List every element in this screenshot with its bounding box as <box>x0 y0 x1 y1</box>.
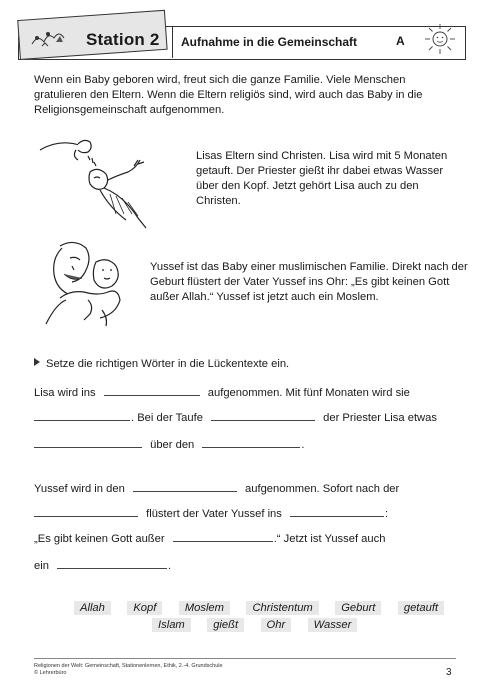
sun-icon <box>420 22 460 56</box>
cloze-line-4 <box>34 480 399 495</box>
yussef-text: Yussef ist das Baby einer muslimischen Familie. Direkt nach der Geburt flüstert der Vater Yussef ins Ohr: „Es gibt keinen Gott außer Allah.“ Yussef ist jetzt auch ein Moslem. <box>150 261 468 303</box>
footer-divider <box>34 658 456 659</box>
cloze-line-7 <box>34 557 171 572</box>
lisa-text: Lisas Eltern sind Christen. Lisa wird mit 5 Monaten getauft. Der Priester gießt ihr dabei etwas Wasser über den Kopf. Jetzt gehört Lisa auch zu den Christen. <box>196 150 448 207</box>
cloze-line-1 <box>34 384 410 399</box>
baptism-illustration <box>38 132 166 232</box>
cloze-text: ein <box>34 560 49 572</box>
level-label: A <box>396 34 405 48</box>
page-title: Aufnahme in die Gemeinschaft <box>181 35 358 49</box>
station-label: Station 2 <box>86 30 160 49</box>
cloze-text: Yussef wird in den <box>34 483 125 495</box>
blank-field[interactable] <box>211 409 315 421</box>
cloze-text: : <box>385 508 389 520</box>
blank-field[interactable] <box>173 530 273 542</box>
blank-field[interactable] <box>34 409 130 421</box>
cloze-text: .“ Jetzt ist Yussef auch <box>273 533 386 545</box>
station-decoration-icon <box>28 26 78 52</box>
cloze-line-3 <box>34 436 305 451</box>
word-chip[interactable]: Ohr <box>261 618 292 632</box>
cloze-line-2 <box>34 409 437 424</box>
cloze-text: . Bei der Taufe <box>131 412 203 424</box>
task-text: Setze die richtigen Wörter in die Lückentexte ein. <box>46 358 290 370</box>
father-and-baby-illustration <box>40 240 140 328</box>
cloze-text: über den <box>150 439 195 451</box>
cloze-line-6 <box>34 530 385 545</box>
blank-field[interactable] <box>34 505 138 517</box>
blank-field[interactable] <box>34 436 142 448</box>
word-chip[interactable]: getauft <box>398 601 444 615</box>
blank-field[interactable] <box>57 557 167 569</box>
word-chip[interactable]: Kopf <box>127 601 162 615</box>
word-chip[interactable]: gießt <box>207 618 244 632</box>
cloze-text: flüstert der Vater Yussef ins <box>146 508 282 520</box>
cloze-text: aufgenommen. Sofort nach der <box>245 483 400 495</box>
blank-field[interactable] <box>133 480 237 492</box>
footer-source: Religionen der Welt: Gemeinschaft, Stationenlernen, Ethik, 2.-4. Grundschule <box>34 663 223 669</box>
cloze-text: aufgenommen. Mit fünf Monaten wird sie <box>207 387 410 399</box>
cloze-text: . <box>301 439 305 451</box>
page-number: 3 <box>446 667 452 678</box>
cloze-text: der Priester Lisa etwas <box>323 412 437 424</box>
cloze-text: „Es gibt keinen Gott außer <box>34 533 165 545</box>
word-bank-row-2 <box>152 615 357 633</box>
cloze-text: Lisa wird ins <box>34 387 96 399</box>
cloze-text: . <box>168 560 172 572</box>
word-chip[interactable]: Geburt <box>335 601 381 615</box>
word-chip[interactable]: Allah <box>74 601 111 615</box>
blank-field[interactable] <box>104 384 200 396</box>
word-chip[interactable]: Islam <box>152 618 191 632</box>
word-chip[interactable]: Moslem <box>179 601 230 615</box>
blank-field[interactable] <box>202 436 300 448</box>
word-chip[interactable]: Christentum <box>246 601 318 615</box>
header-divider <box>172 27 173 58</box>
word-bank-row-1 <box>74 598 444 616</box>
cloze-line-5 <box>34 505 388 520</box>
intro-text: Wenn ein Baby geboren wird, freut sich die ganze Familie. Viele Menschen gratulieren den Eltern. Wenn die Eltern religiös sind, wird auch das Baby in die Religionsgemeinschaft aufgenommen. <box>34 74 423 116</box>
task-instruction <box>34 357 289 372</box>
arrow-right-icon <box>34 358 40 366</box>
word-chip[interactable]: Wasser <box>308 618 358 632</box>
footer-copyright: © Lehrerbüro <box>34 670 67 676</box>
blank-field[interactable] <box>290 505 384 517</box>
